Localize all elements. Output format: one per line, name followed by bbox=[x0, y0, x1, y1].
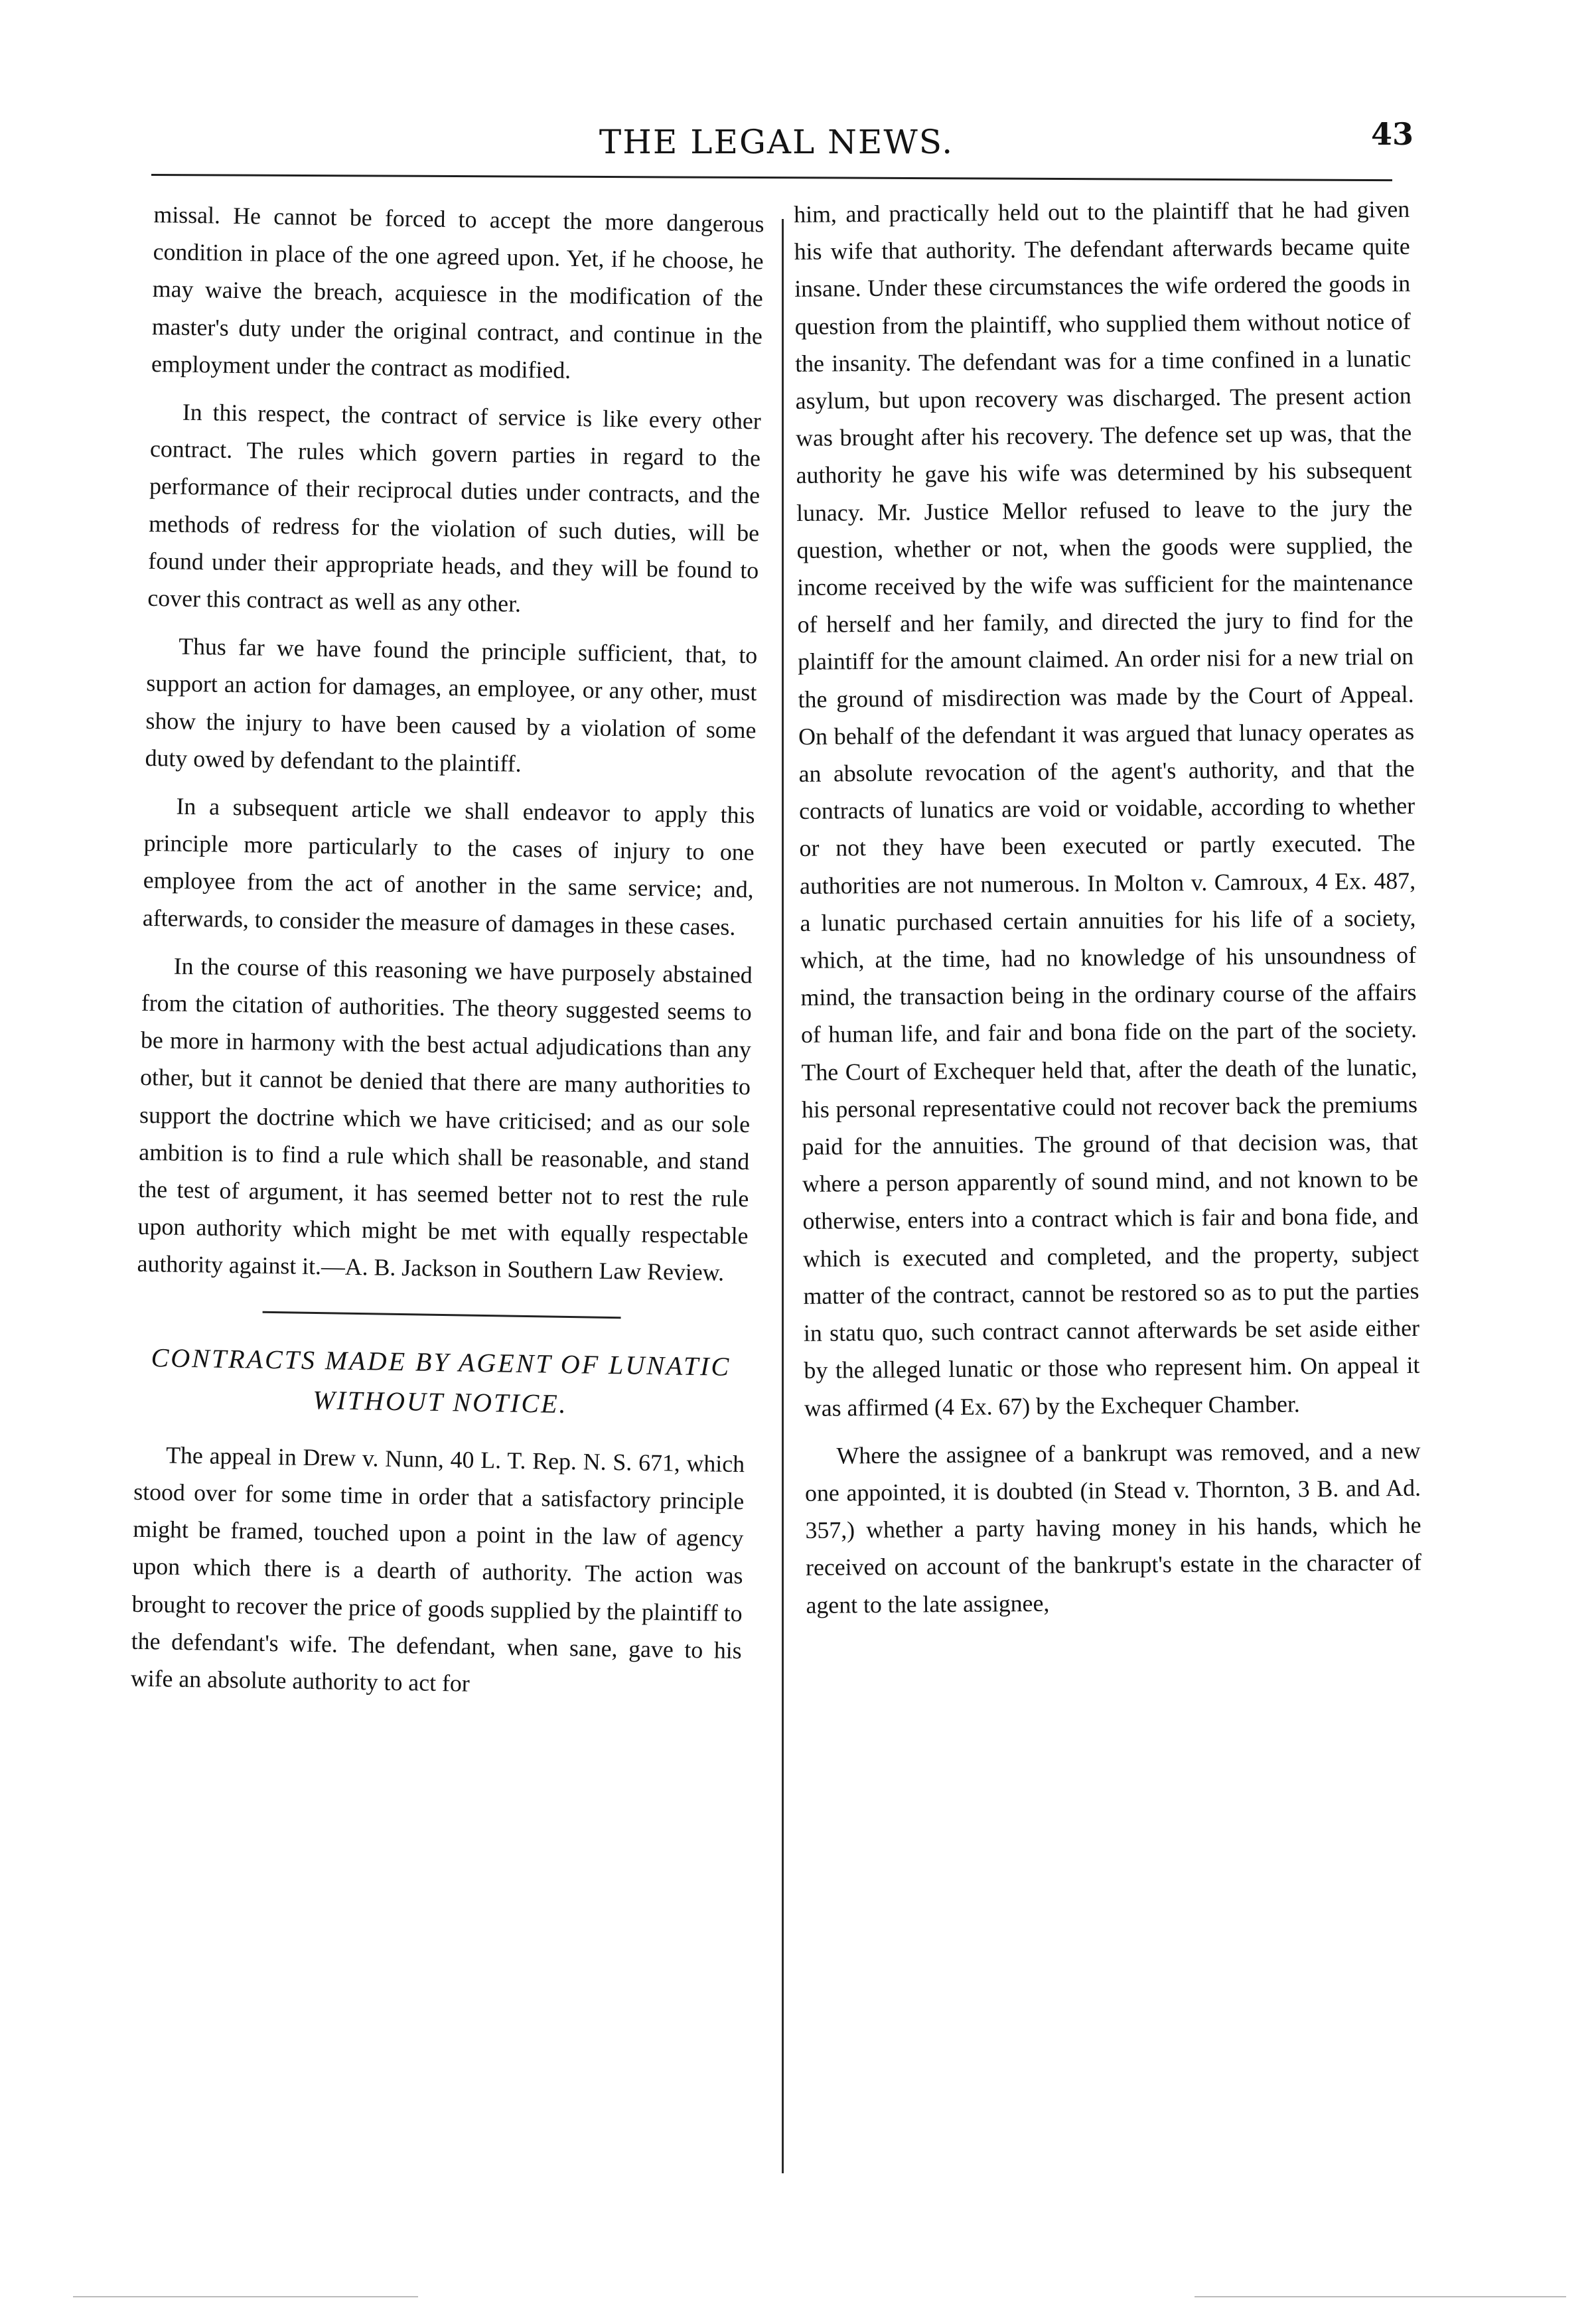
paragraph: missal. He cannot be forced to accept the more dangerous condition in place of the one agreed upon. Yet, if he choose, he may waive the breach, acquiesce in the modification of the master's duty under the original contract, and continue in the employment under the contract as modified. bbox=[151, 200, 764, 384]
paragraph: In this respect, the contract of service is like every other contract. The rules which govern parties in regard to the performance of their reciprocal duties under contracts, and the methods of redress for the violation of such duties, will be found under their appropriate heads, and they will be found to cover this contract as well as any other. bbox=[147, 398, 762, 617]
left-column bbox=[130, 196, 764, 1717]
scan-edge-line bbox=[73, 2296, 418, 2297]
section-divider bbox=[263, 1311, 621, 1318]
paragraph: Where the assignee of a bankrupt was removed, and a new one appointed, it is doubted (in Stead v. Thornton, 3 B. and Ad. 357,) whether a party having money in his hands, which he received on account of the bankrupt's estate in the character of agent to the late assignee, bbox=[804, 1437, 1422, 1619]
column-divider bbox=[782, 219, 784, 2173]
scan-edge-line bbox=[1195, 2296, 1566, 2297]
right-column bbox=[794, 190, 1422, 1634]
paragraph: him, and practically held out to the plaintiff that he had given his wife that authority. The defendant afterwards became quite insane. Under these circumstances the wife ordered the goods in question from the plaintiff, who supplied them without notice of the insanity. The defendant was for a time confined in a lunatic asylum, but upon recovery was discharged. The present action was brought after his recovery. The defence set up was, that the authority he gave his wife was determined by his subsequent lunacy. Mr. Justice Mellor refused to leave to the jury the question, whether or not, when the goods were supplied, the income received by the wife was sufficient for the maintenance of herself and her family, and directed the jury to find for the plaintiff for the amount claimed. An order nisi for a new trial on the ground of misdirection was made by the Court of Appeal. On behalf of the defendant it was argued that lunacy operates as an absolute revocation of the agent's authority, and that the contracts of lunatics are void or voidable, according to whether or not they have been executed or partly executed. The authorities are not numerous. In Molton v. Camroux, 4 Ex. 487, a lunatic purchased certain annuities for his life of a society, which, at the time, had no knowledge of his unsoundness of mind, the transaction being in the ordinary course of the affairs of human life, and fair and bona fide on the part of the society. The Court of Exchequer held that, after the death of the lunatic, his personal representative could not recover back the premiums paid for the annuities. The ground of that decision was, that where a person apparently of sound mind, and not known to be otherwise, enters into a contract which is fair and bona fide, and which is executed and completed, and the property, subject matter of the contract, cannot be restored so as to put the parties in statu quo, such contract cannot afterwards be set aside either by the alleged lunatic or those who represent him. On appeal it was affirmed (4 Ex. 67) by the Exchequer Chamber. bbox=[794, 195, 1420, 1421]
page-number: 43 bbox=[1370, 116, 1414, 152]
header-rule bbox=[151, 174, 1392, 181]
paragraph: In a subsequent article we shall endeavor to apply this principle more particularly to the cases of injury to one employee from the act of another in the same service; and, afterwards, to consider the measure of damages in these cases. bbox=[142, 792, 755, 940]
paragraph: The appeal in Drew v. Nunn, 40 L. T. Rep. N. S. 671, which stood over for some time in order that a satisfactory principle might be framed, touched upon a point in the law of agency upon which there is a dearth of authority. The action was brought to recover the price of goods supplied by the plaintiff to the defendant's wife. The defendant, when sane, gave to his wife an absolute authority to act for bbox=[130, 1441, 745, 1697]
section-heading: CONTRACTS MADE BY AGENT OF LUNATIC WITHOUT NOTICE. bbox=[151, 1342, 731, 1419]
paragraph: In the course of this reasoning we have purposely abstained from the citation of authorities. The theory suggested seems to be more in harmony with the best actual adjudications than any other, but it cannot be denied that there are many authorities to support the doctrine which we have criticised; and as our sole ambition is to find a rule which shall be reasonable, and stand the test of argument, it has seemed better not to rest the rule upon authority which might be met with equally respectable authority against it.—A. B. Jackson in Southern Law Review. bbox=[137, 952, 753, 1287]
page-header bbox=[153, 116, 1414, 169]
running-title: THE LEGAL NEWS. bbox=[599, 123, 954, 161]
paragraph: Thus far we have found the principle sufficient, that, to support an action for damages, an employee, or any other, must show the injury to have been caused by a violation of some duty owed by defendant to the plaintiff. bbox=[145, 632, 758, 777]
